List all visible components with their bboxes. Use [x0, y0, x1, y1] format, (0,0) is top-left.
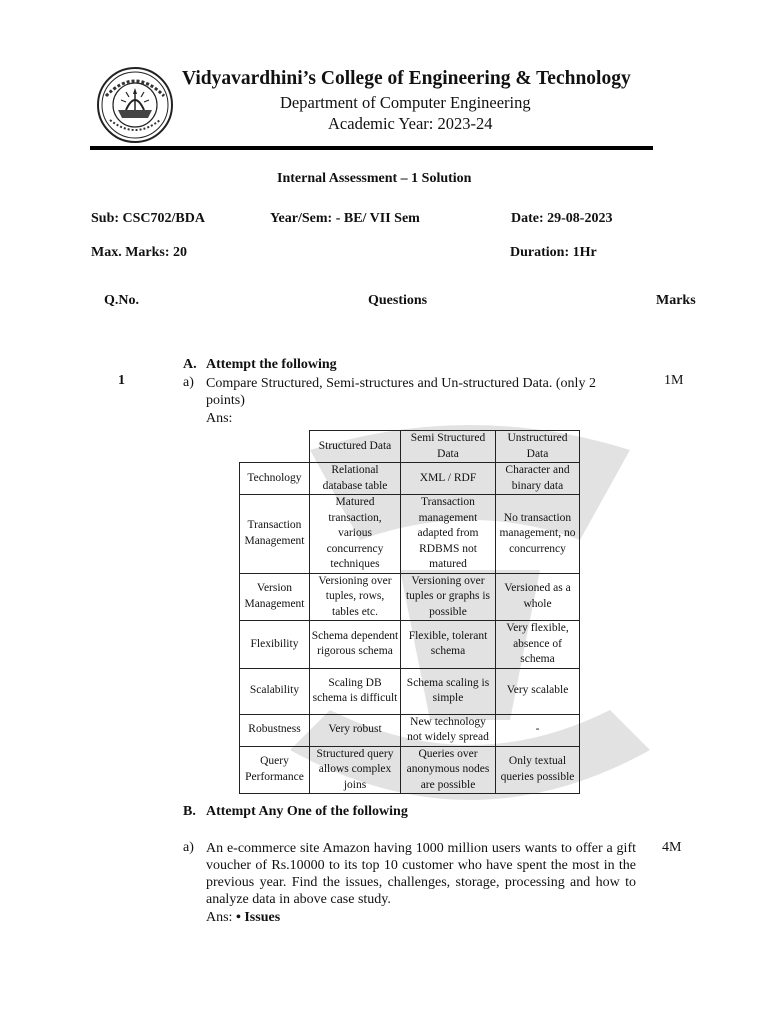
table-cell: Query Performance — [240, 746, 310, 794]
section-b-heading: Attempt Any One of the following — [206, 804, 408, 819]
subject-code: Sub: CSC702/BDA — [91, 211, 205, 226]
table-cell: Scalability — [240, 668, 310, 714]
question-number: 1 — [118, 373, 125, 388]
table-cell: Technology — [240, 463, 310, 495]
table-row — [240, 668, 580, 714]
data-comparison-table — [239, 430, 580, 794]
section-a-question: Compare Structured, Semi-structures and Un-structured Data. (only 2 points) — [206, 376, 596, 408]
table-cell: Queries over anonymous nodes are possible — [401, 746, 496, 794]
table-cell: Schema dependent rigorous schema — [310, 621, 401, 669]
exam-date: Date: 29-08-2023 — [511, 211, 613, 226]
table-cell: Robustness — [240, 714, 310, 746]
table-cell: Flexibility — [240, 621, 310, 669]
section-a-ans-label: Ans: — [206, 411, 233, 426]
section-b-question: An e-commerce site Amazon having 1000 million users wants to offer a gift voucher of Rs.10000 to its top 10 customer who have spent the most in the previous year. Find the issues, challenges, storage, processing and how to analyze data in above case study. — [206, 841, 636, 907]
table-cell: Transaction Management — [240, 495, 310, 574]
college-seal-icon — [96, 66, 174, 144]
qno-header: Q.No. — [104, 293, 139, 308]
issues-bullet: • Issues — [235, 910, 281, 925]
table-cell: Matured transaction, various concurrency techniques — [310, 495, 401, 574]
table-cell: XML / RDF — [401, 463, 496, 495]
table-cell: Versioned as a whole — [496, 573, 580, 621]
section-b-marker: B. — [183, 804, 196, 819]
table-cell: Schema scaling is simple — [401, 668, 496, 714]
table-cell: Very robust — [310, 714, 401, 746]
table-row — [240, 746, 580, 794]
exam-title: Internal Assessment – 1 Solution — [277, 171, 472, 186]
table-cell: Relational database table — [310, 463, 401, 495]
table-row — [240, 495, 580, 574]
section-b-answer — [206, 910, 280, 926]
college-name: Vidyavardhini’s College of Engineering & Technology — [182, 68, 631, 89]
table-row — [240, 621, 580, 669]
section-a-heading: Attempt the following — [206, 357, 337, 372]
section-b-ans-label: Ans: — [206, 910, 233, 925]
table-cell: Scaling DB schema is difficult — [310, 668, 401, 714]
table-corner-cell — [240, 431, 310, 463]
table-row — [240, 573, 580, 621]
table-cell: New technology not widely spread — [401, 714, 496, 746]
section-b-sub-marker: a) — [183, 840, 194, 855]
exam-duration: Duration: 1Hr — [510, 245, 597, 260]
table-cell: Only textual queries possible — [496, 746, 580, 794]
table-header-row — [240, 431, 580, 463]
max-marks: Max. Marks: 20 — [91, 245, 188, 260]
table-row — [240, 463, 580, 495]
year-semester: Year/Sem: - BE/ VII Sem — [270, 211, 420, 226]
table-cell: - — [496, 714, 580, 746]
table-cell: Structured query allows complex joins — [310, 746, 401, 794]
department-name: Department of Computer Engineering — [280, 93, 531, 112]
questions-header: Questions — [368, 293, 428, 308]
table-cell: Very flexible, absence of schema — [496, 621, 580, 669]
table-cell: Transaction management adapted from RDBMS not matured — [401, 495, 496, 574]
marks-header: Marks — [656, 293, 696, 308]
header-divider — [90, 146, 653, 150]
table-header-cell: Structured Data — [310, 431, 401, 463]
table-header-cell: Semi Structured Data — [401, 431, 496, 463]
table-cell: Very scalable — [496, 668, 580, 714]
table-cell: Version Management — [240, 573, 310, 621]
section-a-marks: 1M — [664, 373, 684, 388]
table-cell: Character and binary data — [496, 463, 580, 495]
table-row — [240, 714, 580, 746]
table-cell: Flexible, tolerant schema — [401, 621, 496, 669]
section-a-sub-marker: a) — [183, 375, 194, 390]
section-a-marker: A. — [183, 357, 197, 372]
table-header-cell: Unstructured Data — [496, 431, 580, 463]
section-b-marks: 4M — [662, 840, 682, 855]
table-cell: Versioning over tuples or graphs is possible — [401, 573, 496, 621]
table-cell: No transaction management, no concurrency — [496, 495, 580, 574]
academic-year: Academic Year: 2023-24 — [328, 114, 493, 133]
table-cell: Versioning over tuples, rows, tables etc. — [310, 573, 401, 621]
